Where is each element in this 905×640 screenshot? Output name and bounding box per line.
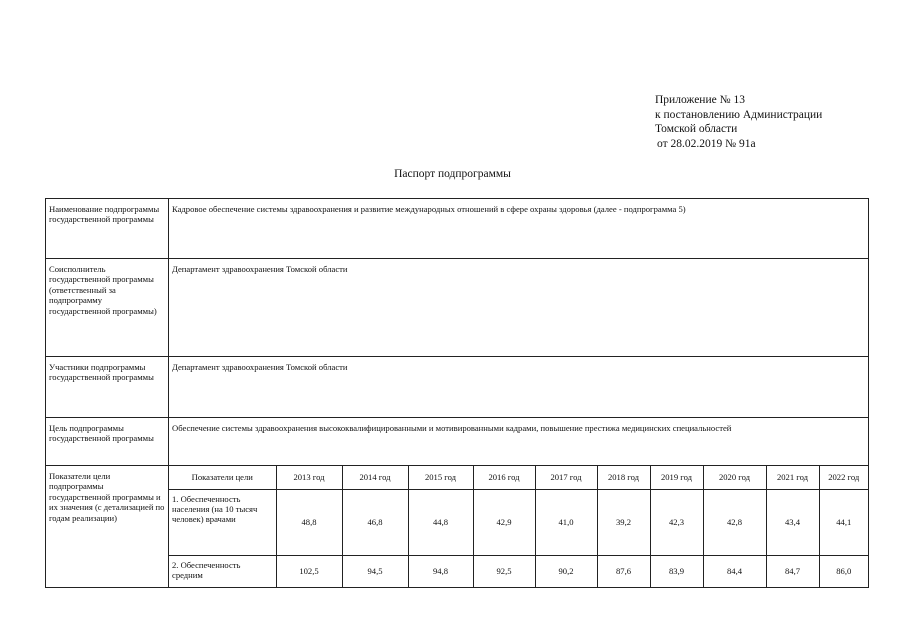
column-header: Показатели цели bbox=[169, 466, 276, 489]
row-value: Кадровое обеспечение системы здравоохранения и развитие международных отношений в сфере охраны здоровья (далее - подпрограмма 5) bbox=[169, 199, 869, 259]
column-header: 2020 год bbox=[703, 466, 766, 489]
indicator-row bbox=[169, 489, 868, 555]
indicator-value: 44,8 bbox=[408, 489, 473, 555]
column-header: 2021 год bbox=[766, 466, 819, 489]
row-label: Наименование подпрограммы государственной программы bbox=[46, 199, 169, 259]
indicator-value: 94,5 bbox=[342, 555, 408, 587]
passport-table bbox=[45, 198, 869, 588]
table-row bbox=[46, 418, 869, 466]
appendix-region: Томской области bbox=[655, 123, 738, 135]
indicator-value: 43,4 bbox=[766, 489, 819, 555]
indicator-value: 39,2 bbox=[597, 489, 650, 555]
appendix-resolution: к постановлению Администрации bbox=[655, 108, 823, 121]
row-value: Департамент здравоохранения Томской области bbox=[169, 357, 869, 418]
row-label: Показатели цели подпрограммы государственной программы и их значения (с детализацией по годам реализации) bbox=[46, 466, 169, 588]
column-header: 2017 год bbox=[535, 466, 597, 489]
indicators-table bbox=[169, 466, 868, 587]
table-row bbox=[46, 259, 869, 357]
column-header: 2018 год bbox=[597, 466, 650, 489]
indicator-name: 1. Обеспеченность населения (на 10 тысяч человек) врачами bbox=[169, 489, 276, 555]
column-header: 2022 год bbox=[819, 466, 868, 489]
row-value: Департамент здравоохранения Томской области bbox=[169, 259, 869, 357]
column-header: 2015 год bbox=[408, 466, 473, 489]
page-title: Паспорт подпрограммы bbox=[394, 168, 511, 180]
indicator-value: 86,0 bbox=[819, 555, 868, 587]
table-row bbox=[46, 199, 869, 259]
table-row bbox=[46, 357, 869, 418]
indicator-name: 2. Обеспеченность средним bbox=[169, 555, 276, 587]
indicator-value: 41,0 bbox=[535, 489, 597, 555]
indicator-row bbox=[169, 555, 868, 587]
indicators-cell bbox=[169, 466, 869, 588]
column-header: 2014 год bbox=[342, 466, 408, 489]
appendix-date: от 28.02.2019 № 91а bbox=[657, 137, 756, 150]
appendix-block bbox=[655, 93, 822, 151]
row-value: Обеспечение системы здравоохранения высококвалифицированными и мотивированными кадрами, повышение престижа медицинских специальностей bbox=[169, 418, 869, 466]
indicator-value: 48,8 bbox=[276, 489, 342, 555]
indicator-value: 46,8 bbox=[342, 489, 408, 555]
indicator-value: 92,5 bbox=[473, 555, 535, 587]
indicator-value: 42,3 bbox=[650, 489, 703, 555]
row-label: Соисполнитель государственной программы (ответственный за подпрограмму государственной программы) bbox=[46, 259, 169, 357]
row-label: Цель подпрограммы государственной программы bbox=[46, 418, 169, 466]
indicator-value: 42,8 bbox=[703, 489, 766, 555]
row-label: Участники подпрограммы государственной программы bbox=[46, 357, 169, 418]
table-row bbox=[46, 466, 869, 588]
indicator-value: 87,6 bbox=[597, 555, 650, 587]
indicator-value: 44,1 bbox=[819, 489, 868, 555]
indicator-value: 42,9 bbox=[473, 489, 535, 555]
indicator-value: 94,8 bbox=[408, 555, 473, 587]
column-header: 2013 год bbox=[276, 466, 342, 489]
indicator-value: 102,5 bbox=[276, 555, 342, 587]
column-header: 2019 год bbox=[650, 466, 703, 489]
column-header: 2016 год bbox=[473, 466, 535, 489]
indicators-header-row bbox=[169, 466, 868, 489]
indicator-value: 90,2 bbox=[535, 555, 597, 587]
indicator-value: 83,9 bbox=[650, 555, 703, 587]
indicator-value: 84,7 bbox=[766, 555, 819, 587]
indicator-value: 84,4 bbox=[703, 555, 766, 587]
appendix-number: Приложение № 13 bbox=[655, 94, 745, 106]
